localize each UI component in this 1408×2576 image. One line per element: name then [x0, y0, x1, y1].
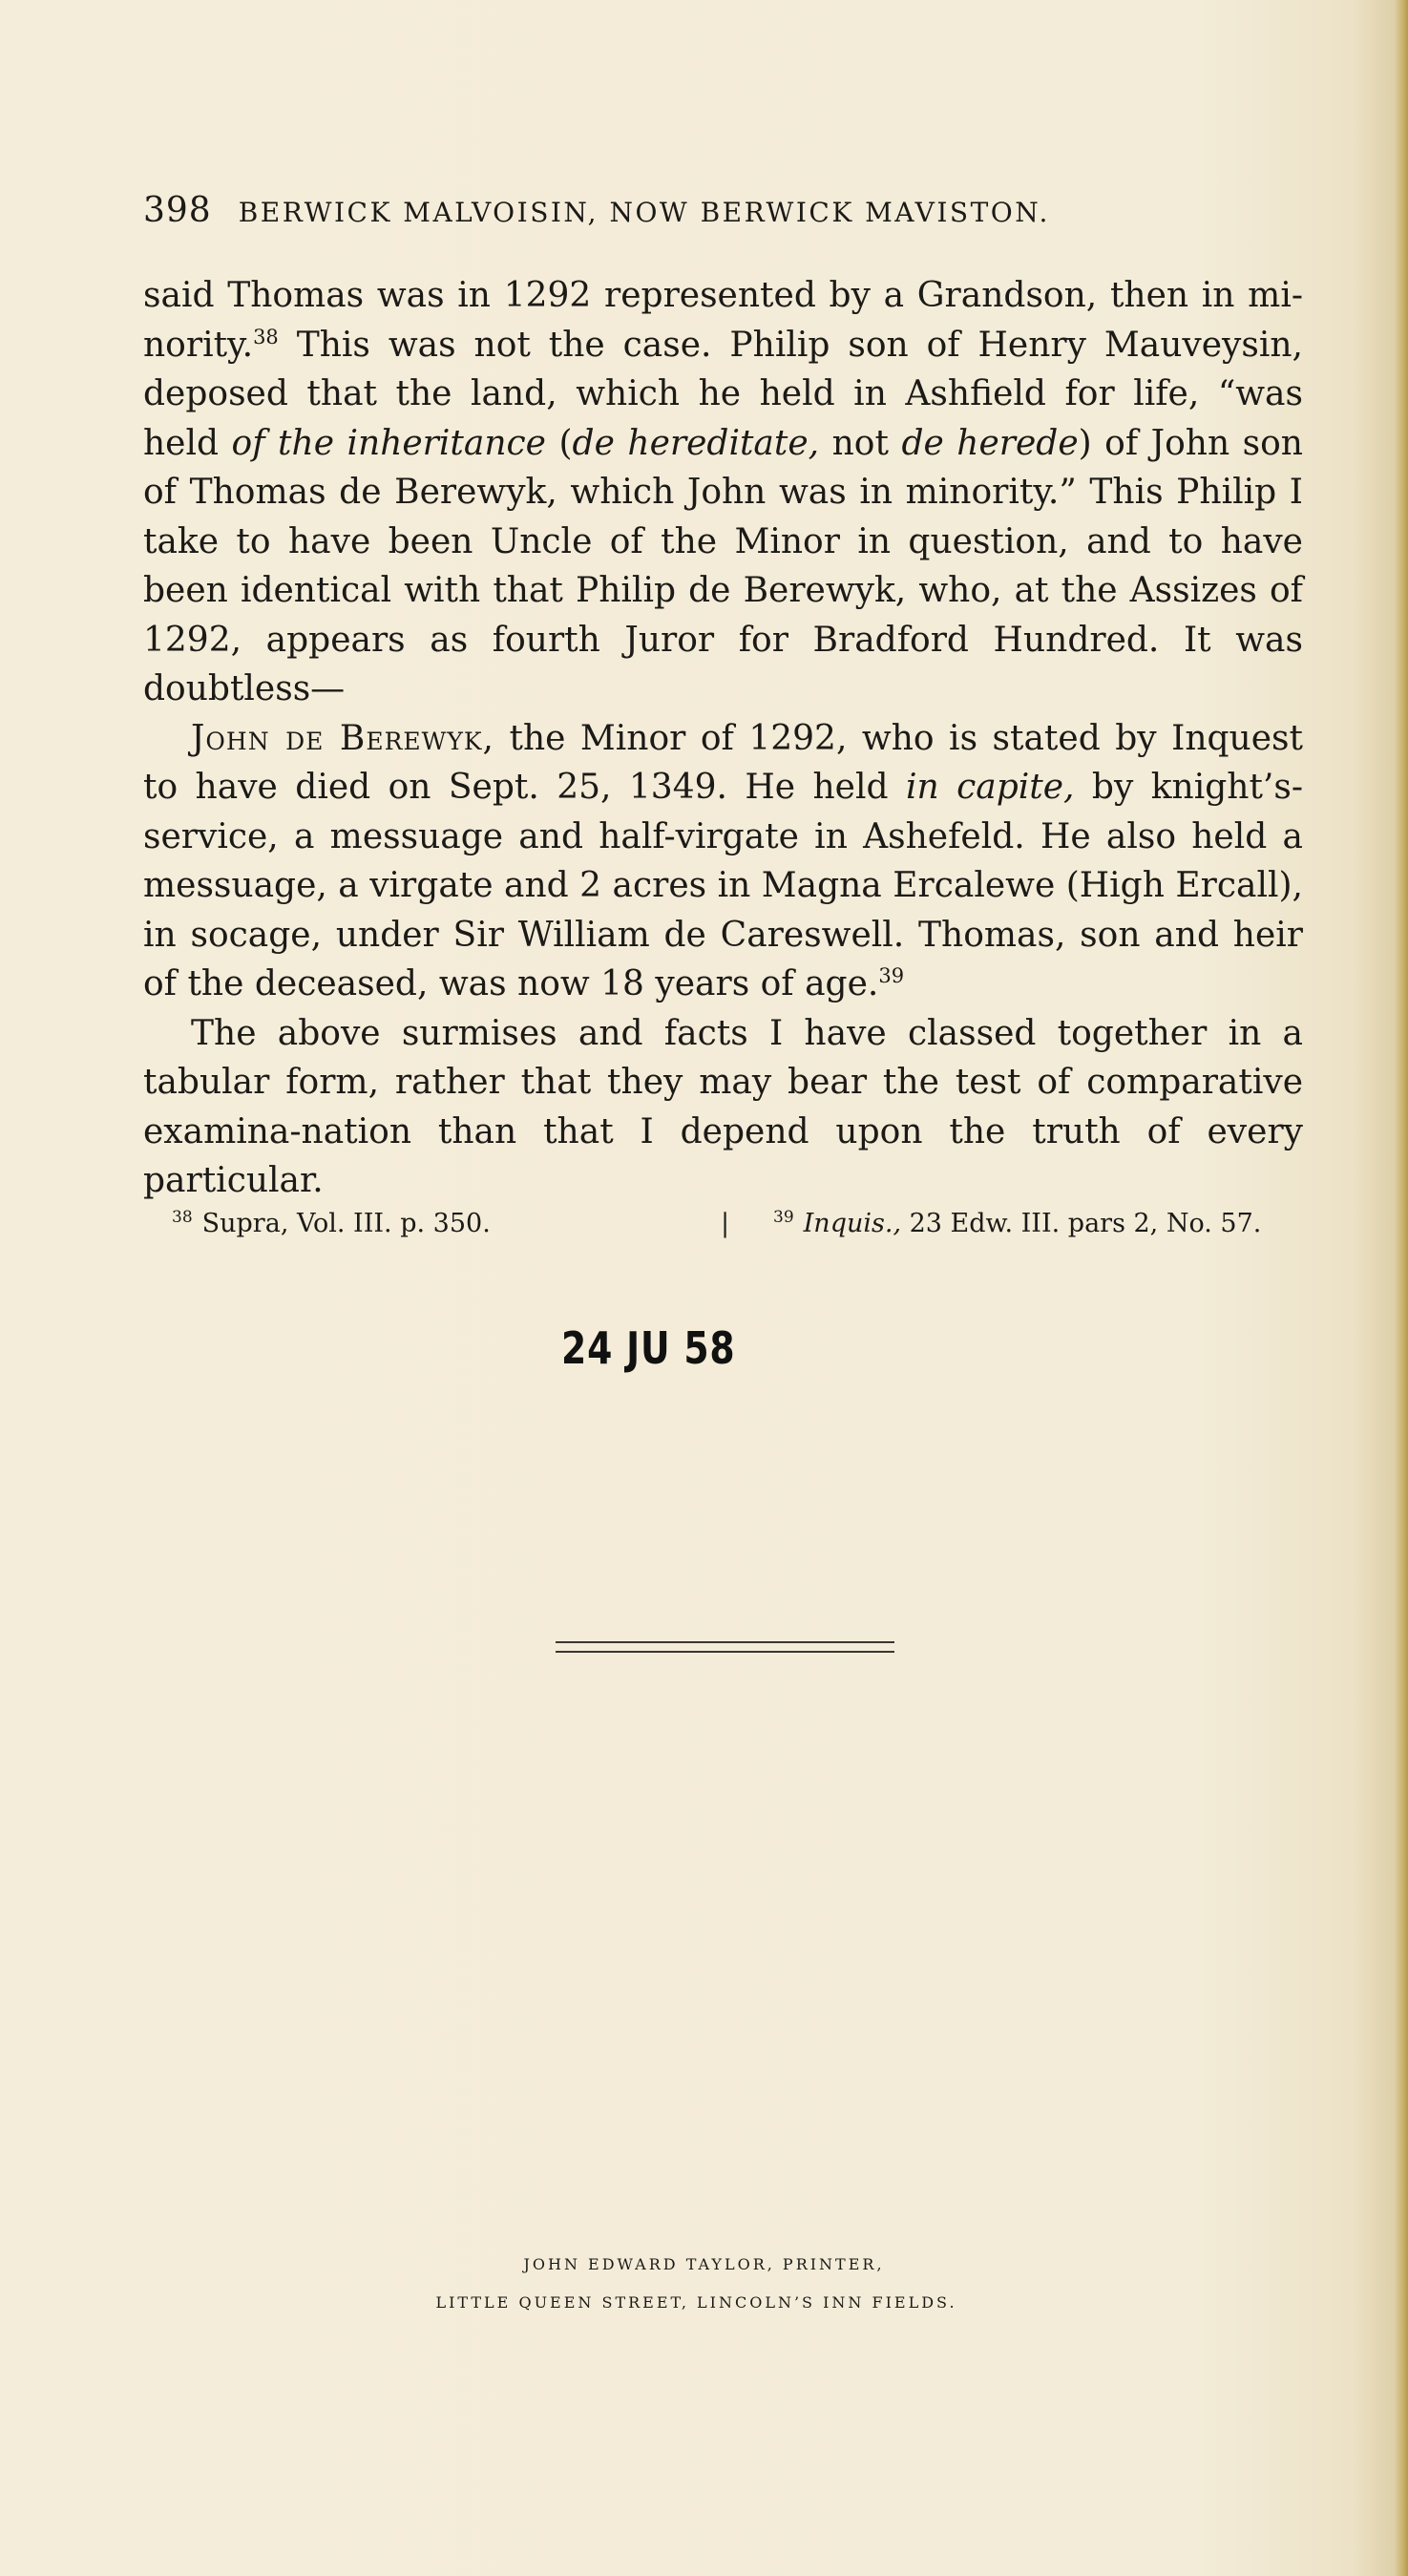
paragraph-1: said Thomas was in 1292 represented by a Grandson, then in mi-nority.$^{38}$ This was not the case. Philip son of Henry Mauveysin, deposed that the land, which he held in Ashfield for life, “was held of the inheritance (de hereditate, not de herede) of John son of Thomas de Berewyk, which John was in minority.” This Philip I take to have been Uncle of the Minor in question, and to have been identical with that Philip de Berewyk, who, at the Assizes of 1292, appears as fourth Juror for Bradford Hundred. It was doubtless— — [143, 276, 1303, 708]
footnote-ref-39: 39 — [878, 964, 905, 987]
printer-imprint-line-2: LITTLE QUEEN STREET, LINCOLN’S INN FIELDS. — [435, 2293, 957, 2312]
person-name: John de Berewyk, — [191, 718, 494, 758]
running-title: BERWICK MALVOISIN, NOW BERWICK MAVISTON. — [238, 197, 1050, 228]
paragraph-2: John de Berewyk, the Minor of 1292, who is stated by Inquest to have died on Sept. 25, 1349. He held in capite, by knight’s-service, a messuage and half-virgate in Ashefeld. He also held a messuage, a virgate and 2 acres in Magna Ercalewe (High Ercall), in socage, under Sir William de Careswell. Thomas, son and heir of the deceased, was now 18 years of age.$^{39}$ — [143, 718, 1304, 1003]
running-header — [143, 191, 1184, 230]
footnote-separator: | — [721, 1209, 730, 1238]
printer-imprint-line-1: JOHN EDWARD TAYLOR, PRINTER, — [523, 2255, 885, 2273]
footnote-38: $^{38}$ Supra, Vol. III. p. 350. — [172, 1208, 491, 1238]
page-edge — [1395, 0, 1408, 2576]
footnote-39: $^{39}$ Inquis., 23 Edw. III. pars 2, No. 57. — [773, 1208, 1262, 1238]
double-rule-divider — [556, 1641, 894, 1653]
footnote-ref-38: 38 — [253, 325, 279, 348]
date-stamp: 24 JU 58 — [561, 1322, 736, 1374]
paragraph-3: The above surmises and facts I have classed together in a tabular form, rather that they may bear the test of comparative examina-nation than that I depend upon the truth of every particular. — [143, 1013, 1303, 1200]
footnotes — [172, 1209, 1308, 1247]
page-number: 398 — [143, 191, 212, 230]
body-text — [143, 271, 1303, 1206]
